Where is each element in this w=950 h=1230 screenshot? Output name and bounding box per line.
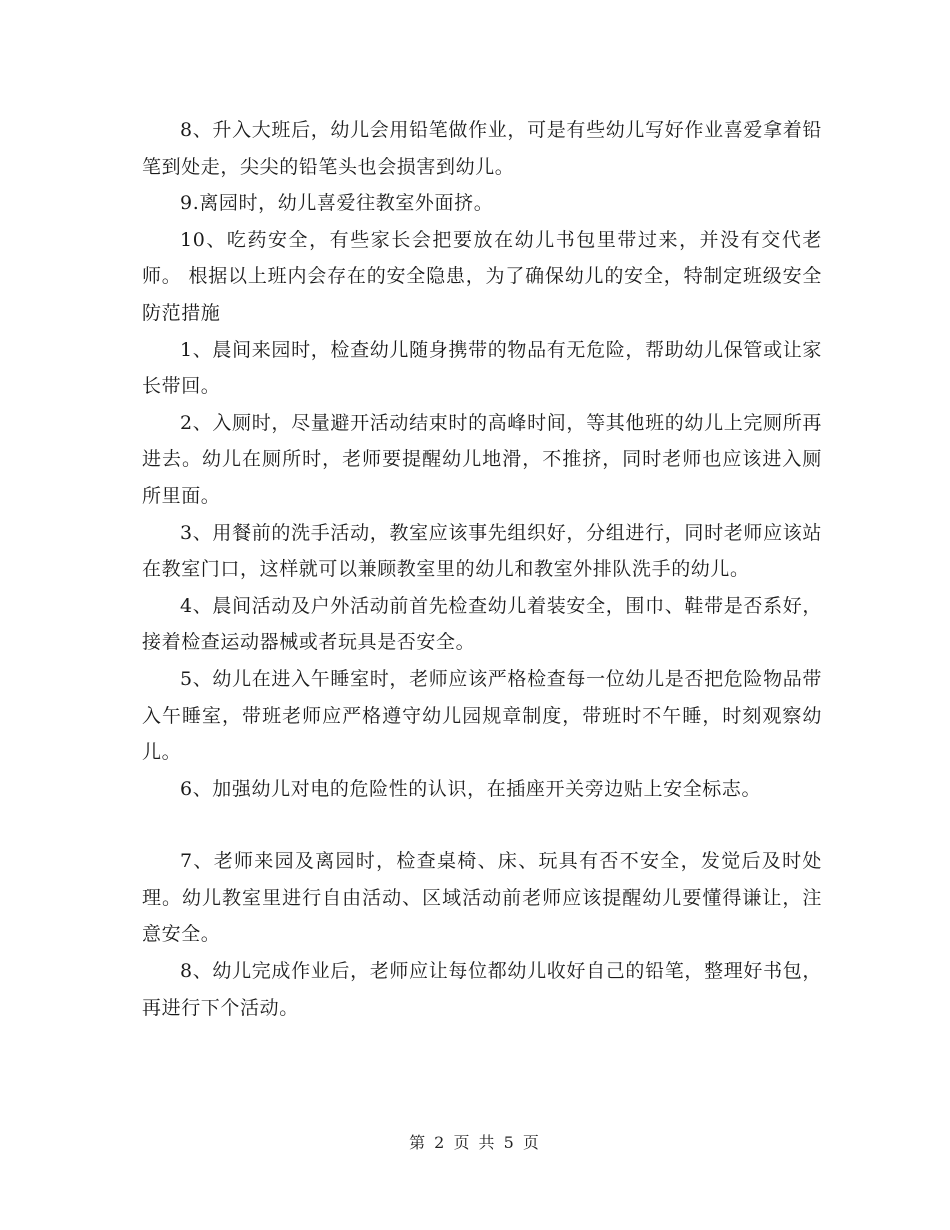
document-body — [142, 112, 822, 1026]
paragraph-measure-2-toilet: 2、入厕时，尽量避开活动结束时的高峰时间，等其他班的幼儿上完厕所再进去。幼儿在厕所时，老师要提醒幼儿地滑，不推挤，同时老师也应该进入厕所里面。 — [142, 411, 822, 507]
paragraph-item-9-leaving: 9.离园时，幼儿喜爱往教室外面挤。 — [180, 192, 494, 215]
paragraph-measure-4-outdoor: 4、晨间活动及户外活动前首先检查幼儿着装安全，围巾、鞋带是否系好，接着检查运动器械或者玩具是否安全。 — [142, 594, 822, 654]
paragraph-measure-1-morning-check: 1、晨间来园时，检查幼儿随身携带的物品有无危险，帮助幼儿保管或让家长带回。 — [142, 338, 822, 398]
paragraph-measure-6-electricity: 6、加强幼儿对电的危险性的认识，在插座开关旁边贴上安全标志。 — [180, 777, 762, 800]
page-number-footer: 第 2 页 共 5 页 — [409, 1133, 541, 1152]
paragraph-measure-5-nap: 5、幼儿在进入午睡室时，老师应该严格检查每一位幼儿是否把危险物品带入午睡室，带班老师应严格遵守幼儿园规章制度，带班时不午睡，时刻观察幼儿。 — [142, 667, 822, 764]
paragraph-measure-3-handwashing: 3、用餐前的洗手活动，教室应该事先组织好，分组进行，同时老师应该站在教室门口，这样就可以兼顾教室里的幼儿和教室外排队洗手的幼儿。 — [142, 521, 822, 581]
paragraph-measure-8-pencils: 8、幼儿完成作业后，老师应让每位都幼儿收好自己的铅笔，整理好书包，再进行下个活动。 — [142, 960, 822, 1019]
paragraph-item-8-pencil-risk: 8、升入大班后，幼儿会用铅笔做作业，可是有些幼儿写好作业喜爱拿着铅笔到处走，尖尖的铅笔头也会损害到幼儿。 — [142, 119, 822, 178]
paragraph-measure-7-furniture: 7、老师来园及离园时，检查桌椅、床、玩具有否不安全，发觉后及时处理。幼儿教室里进行自由活动、区域活动前老师应该提醒幼儿要懂得谦让，注意安全。 — [142, 850, 822, 946]
paragraph-item-10-medicine: 10、吃药安全，有些家长会把要放在幼儿书包里带过来，并没有交代老师。 根据以上班内会存在的安全隐患，为了确保幼儿的安全，特制定班级安全防范措施 — [142, 228, 822, 324]
